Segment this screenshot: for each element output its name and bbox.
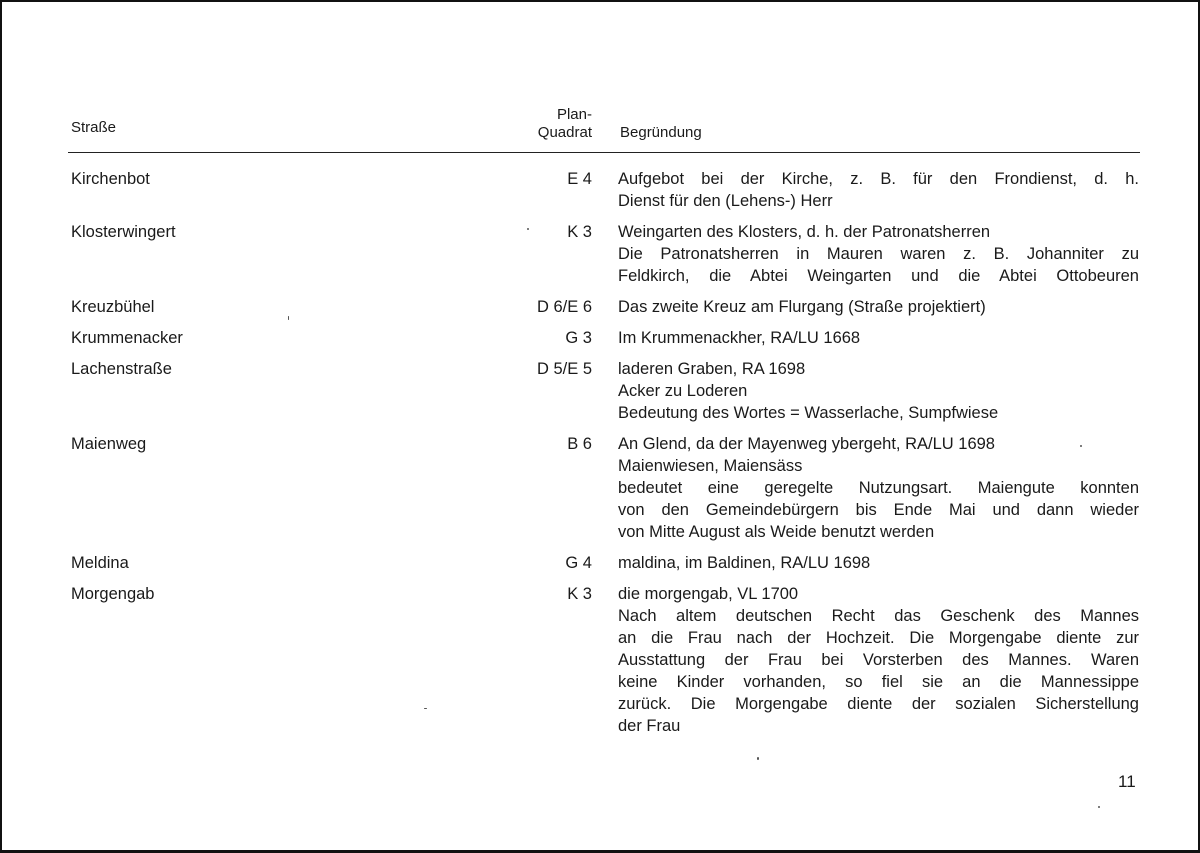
table-row bbox=[71, 327, 1140, 349]
reason-line: An Glend, da der Mayenweg ybergeht, RA/LU 1698 bbox=[618, 435, 995, 453]
street-name: Maienweg bbox=[71, 435, 147, 453]
plan-quadrat: D 6/E 6 bbox=[536, 298, 592, 316]
reason-line: Die Patronatsherren in Mauren waren z. B. Johanniter zu bbox=[618, 245, 1139, 263]
scan-speck bbox=[1080, 445, 1082, 447]
reason-line: Weingarten des Klosters, d. h. der Patronatsherren bbox=[618, 223, 991, 241]
reason-line: Dienst für den (Lehens-) Herr bbox=[618, 192, 833, 210]
reason-line: der Frau bbox=[618, 717, 681, 735]
street-name: Lachenstraße bbox=[71, 360, 172, 378]
table-row bbox=[71, 358, 1140, 424]
plan-quadrat: G 3 bbox=[565, 329, 592, 347]
plan-quadrat: K 3 bbox=[567, 223, 592, 241]
table-row bbox=[71, 296, 1140, 318]
header-plan-quadrat bbox=[500, 106, 592, 142]
reason-line: zurück. Die Morgengabe diente der sozialen Sicherstellung bbox=[618, 695, 1139, 713]
reason-line: laderen Graben, RA 1698 bbox=[618, 360, 806, 378]
reason-text bbox=[618, 552, 1139, 574]
reason-text bbox=[618, 358, 1139, 424]
reason-text bbox=[618, 168, 1139, 212]
plan-quadrat: D 5/E 5 bbox=[536, 360, 592, 378]
reason-line: Feldkirch, die Abtei Weingarten und die Abtei Ottobeuren bbox=[618, 267, 1139, 285]
reason-line: Nach altem deutschen Recht das Geschenk des Mannes bbox=[618, 607, 1139, 625]
reason-line: Acker zu Loderen bbox=[618, 382, 748, 400]
reason-line: von Mitte August als Weide benutzt werden bbox=[618, 523, 935, 541]
scan-speck bbox=[1098, 806, 1100, 808]
reason-line: maldina, im Baldinen, RA/LU 1698 bbox=[618, 554, 871, 572]
header-reason: Begründung bbox=[620, 124, 702, 141]
reason-line: Das zweite Kreuz am Flurgang (Straße projektiert) bbox=[618, 298, 986, 316]
page-number: 11 bbox=[1118, 772, 1136, 791]
reason-line: Ausstattung der Frau bei Vorsterben des Mannes. Waren bbox=[618, 651, 1139, 669]
street-name: Kirchenbot bbox=[71, 170, 150, 188]
street-name: Krummenacker bbox=[71, 329, 183, 347]
street-table bbox=[71, 168, 1140, 737]
header-street: Straße bbox=[71, 119, 117, 136]
scan-speck bbox=[424, 708, 427, 709]
header-plan-line1: Plan- bbox=[556, 106, 592, 123]
street-name: Kreuzbühel bbox=[71, 298, 155, 316]
header-rule bbox=[68, 152, 1140, 153]
reason-line: bedeutet eine geregelte Nutzungsart. Maiengute konnten bbox=[618, 479, 1139, 497]
table-row bbox=[71, 433, 1140, 543]
table-row bbox=[71, 168, 1140, 212]
reason-line: Maienwiesen, Maiensäss bbox=[618, 457, 803, 475]
reason-text bbox=[618, 583, 1139, 737]
reason-line: Im Krummenackher, RA/LU 1668 bbox=[618, 329, 861, 347]
plan-quadrat: G 4 bbox=[565, 554, 592, 572]
reason-line: Bedeutung des Wortes = Wasserlache, Sumpfwiese bbox=[618, 404, 999, 422]
reason-text bbox=[618, 296, 1139, 318]
table-row bbox=[71, 583, 1140, 737]
reason-text bbox=[618, 327, 1139, 349]
plan-quadrat: K 3 bbox=[567, 585, 592, 603]
scan-speck bbox=[288, 316, 289, 320]
reason-line: keine Kinder vorhanden, so fiel sie an die Mannessippe bbox=[618, 673, 1139, 691]
street-name: Klosterwingert bbox=[71, 223, 176, 241]
table-row bbox=[71, 221, 1140, 287]
scan-speck bbox=[757, 757, 759, 760]
plan-quadrat: B 6 bbox=[567, 435, 592, 453]
reason-line: die morgengab, VL 1700 bbox=[618, 585, 799, 603]
reason-line: an die Frau nach der Hochzeit. Die Morgengabe diente zur bbox=[618, 629, 1139, 647]
plan-quadrat: E 4 bbox=[567, 170, 592, 188]
street-name: Morgengab bbox=[71, 585, 155, 603]
scan-speck bbox=[527, 228, 529, 230]
street-name: Meldina bbox=[71, 554, 129, 572]
header-plan-line2: Quadrat bbox=[537, 124, 592, 141]
table-row bbox=[71, 552, 1140, 574]
reason-text bbox=[618, 433, 1139, 543]
reason-line: von den Gemeindebürgern bis Ende Mai und dann wieder bbox=[618, 501, 1139, 519]
reason-text bbox=[618, 221, 1139, 287]
reason-line: Aufgebot bei der Kirche, z. B. für den Frondienst, d. h. bbox=[618, 170, 1139, 188]
